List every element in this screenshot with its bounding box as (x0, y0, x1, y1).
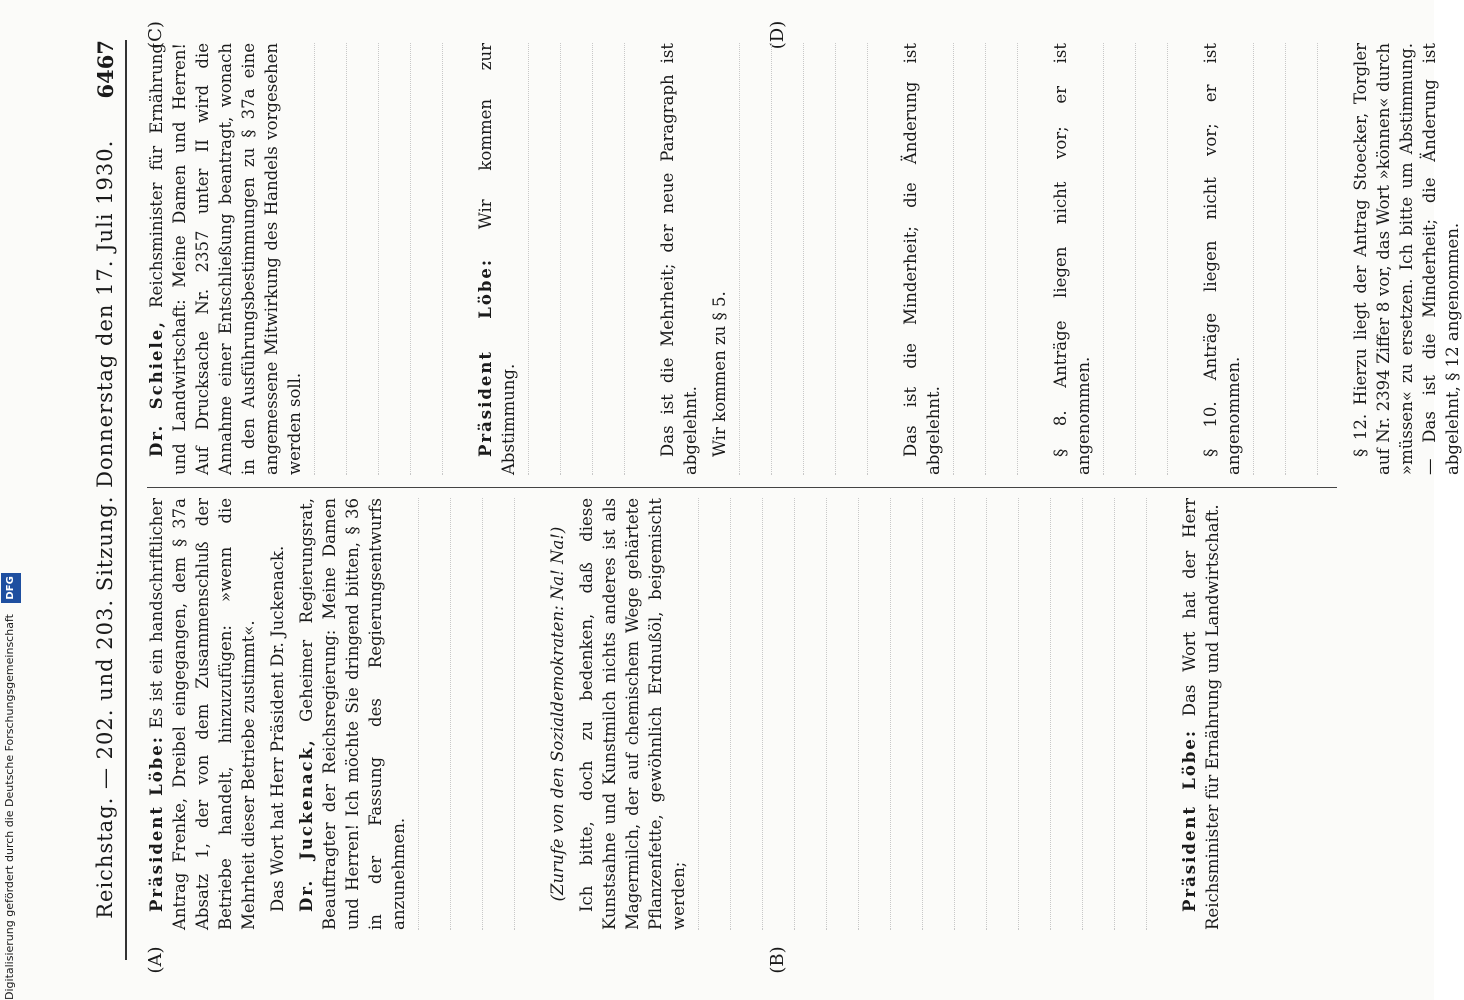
margin-mark-d: (D) (767, 20, 788, 50)
credit-text: Digitalisierung gefördert durch die Deutsche Forschungsgemeinschaft (3, 614, 16, 1000)
text-block (730, 498, 754, 930)
speech-text: Wir kommen zu § 5. (710, 291, 729, 457)
text-block (1135, 43, 1159, 475)
text-block (1253, 43, 1277, 475)
speech-text: Meine Damen und Herren! Ich möchte Sie dringend bitten, § 36 in der Fassung des Regierungsentwurfs anzunehmen. (320, 498, 408, 930)
paragraph (708, 43, 731, 475)
text-block (1317, 43, 1341, 475)
text-block (835, 43, 859, 475)
text-block (1285, 43, 1309, 475)
text-block (890, 498, 914, 930)
page-number: 6467 (92, 40, 118, 99)
text-block (418, 498, 442, 930)
dfg-logo: DFG (1, 573, 21, 602)
speech-text: Meine Damen und Herren! Auf Drucksache Nr. 2357 unter II wird die Annahme einer Entschließung beantragt, wonach in den Ausführungsbestimmungen zu § 37a eine angemessene Mitwirkung des Handels vorgesehen werden soll. (170, 42, 304, 475)
text-block (514, 498, 538, 930)
text-block (985, 43, 1009, 475)
paragraph (145, 498, 260, 930)
text-block (528, 43, 552, 475)
paragraph (266, 498, 289, 930)
text-block (1018, 498, 1042, 930)
margin-mark-b: (B) (767, 946, 788, 974)
text-block (410, 43, 434, 475)
text-block (1103, 43, 1127, 475)
page-title: Reichstag. — 202. und 203. Sitzung. Donnerstag den 17. Juli 1930. (93, 139, 117, 919)
speech-text: Das Wort hat der Herr Reichsminister für Ernährung und Landwirtschaft. (1180, 497, 1222, 930)
margin-mark-a: (A) (145, 946, 166, 974)
text-block (346, 43, 370, 475)
text-block (450, 498, 474, 930)
text-block (803, 43, 827, 475)
speech-text: Das ist die Mehrheit; der neue Paragraph ist abgelehnt. (658, 43, 700, 475)
paragraph (1199, 43, 1245, 475)
text-block (1017, 43, 1041, 475)
text-block (592, 43, 616, 475)
speaker-role: Reichsminister für Ernährung und Landwirtschaft: (147, 43, 189, 475)
interjection: (Zurufe von den Sozialdemokraten: Na! Na!) (548, 526, 567, 902)
speaker-name: Präsident Löbe: (1180, 728, 1199, 912)
paragraph (1178, 498, 1224, 930)
speech-text: § 12. Hierzu liegt der Antrag Stoecker, Torgler auf Nr. 2394 Ziffer 8 vor, das Wort »können« durch »müssen« zu ersetzen. Ich bitte um Abstimmung. — Das ist die Minderheit; die Änderung ist abgelehnt, § 12 angenommen. (1351, 43, 1462, 475)
text-block (858, 498, 882, 930)
speech-text: § 8. Anträge liegen nicht vor; er ist angenommen. (1051, 43, 1093, 475)
text-block (826, 498, 850, 930)
text-block (922, 498, 946, 930)
text-block (953, 43, 977, 475)
speech-text: Das ist die Minderheit; die Änderung ist abgelehnt. (901, 43, 943, 475)
paragraph (1349, 43, 1464, 475)
paragraph (656, 43, 702, 475)
text-block (698, 498, 722, 930)
page-header (85, 40, 127, 960)
speaker-name: Dr. Juckenack, (297, 738, 316, 912)
speaker-role: Geheimer Regierungsrat, Beauftragter der Reichsregierung: (297, 497, 339, 930)
text-block (1167, 43, 1191, 475)
paragraph (899, 43, 945, 475)
speech-text: § 10. Anträge liegen nicht vor; er ist angenommen. (1201, 43, 1243, 475)
speaker-name: Präsident Löbe: (476, 257, 495, 457)
text-block (1082, 498, 1106, 930)
text-block (1050, 498, 1074, 930)
paragraph (145, 43, 306, 475)
paragraph (474, 43, 520, 475)
text-block (794, 498, 818, 930)
text-block (1114, 498, 1138, 930)
text-block (771, 43, 795, 475)
margin-mark-c: (C) (145, 21, 166, 49)
text-block (986, 498, 1010, 930)
speech-text: Das Wort hat Herr Präsident Dr. Juckenack. (268, 545, 287, 912)
document-sheet (67, 0, 1462, 1000)
paragraph (295, 498, 410, 930)
left-column (145, 498, 1335, 930)
speech-text: Es ist ein handschriftlicher Antrag Frenke, Dreibel eingegangen, dem § 37a Absatz 1, der von dem Zusammenschluß der Betriebe handelt, hinzuzufügen: »wenn die Mehrheit dieser Betriebe zustimmt«. (147, 497, 258, 930)
text-block (624, 43, 648, 475)
text-block (867, 43, 891, 475)
text-block (378, 43, 402, 475)
speaker-name: Präsident Löbe: (147, 735, 166, 912)
text-block (482, 498, 506, 930)
text-block (739, 43, 763, 475)
text-block (1146, 498, 1170, 930)
column-divider (147, 487, 1337, 488)
speech-text: Ich bitte, doch zu bedenken, daß diese Kunstsahne und Kunstmilch nichts anderes ist als Magermilch, der auf chemischem Wege gehärtete Pflanzenfette, gewöhnlich Erdnußöl, beigemischt werden; (577, 498, 688, 930)
speech-text: Wir kommen zur Abstimmung. (476, 43, 518, 475)
speaker-name: Dr. Schiele, (147, 319, 166, 457)
paragraph (575, 498, 690, 930)
paragraph (1049, 43, 1095, 475)
text-block (560, 43, 584, 475)
text-block (762, 498, 786, 930)
right-column (145, 42, 1462, 475)
text-block (954, 498, 978, 930)
text-block (442, 43, 466, 475)
digitization-credit (0, 0, 20, 1000)
text-block (314, 43, 338, 475)
